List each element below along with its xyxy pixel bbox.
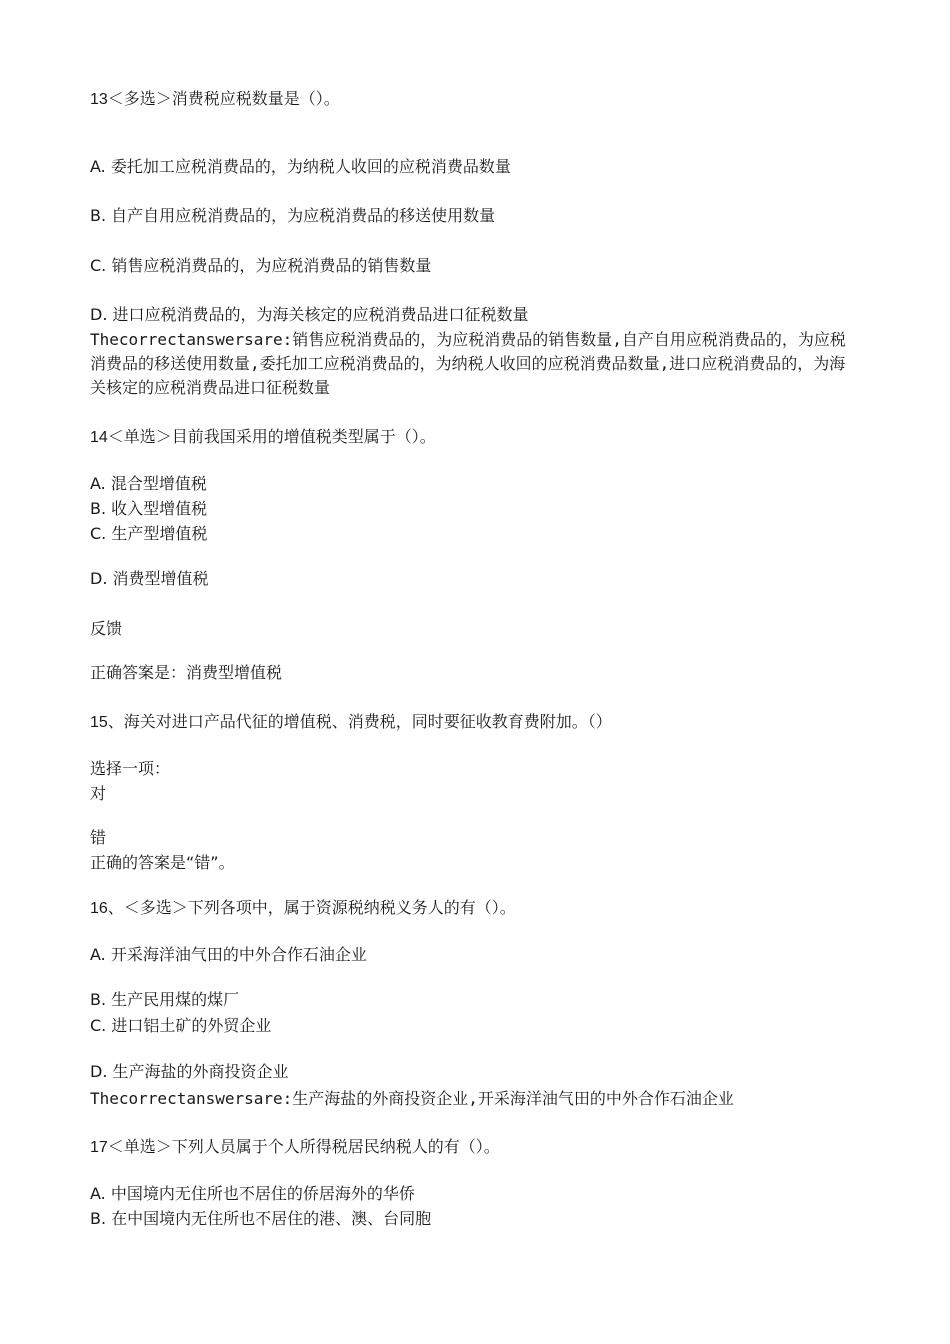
q16-option-c: C. 进口铝土矿的外贸企业 [90, 1016, 272, 1035]
q16-option-a: A. 开采海洋油气田的中外合作石油企业 [90, 945, 367, 964]
q13-title: 13＜多选＞消费税应税数量是（）。 [90, 91, 340, 108]
q14-option-a: A. 混合型增值税 [90, 474, 207, 493]
q15-option-false[interactable]: 错 [90, 828, 107, 847]
q14-answer: 正确答案是：消费型增值税 [90, 663, 283, 682]
q14-feedback-label: 反馈 [90, 619, 123, 638]
q16-title: 16、＜多选＞下列各项中，属于资源税纳税义务人的有（）。 [90, 900, 516, 917]
q17-title: 17＜单选＞下列人员属于个人所得税居民纳税人的有（）。 [90, 1139, 500, 1156]
q13-option-c: C. 销售应税消费品的，为应税消费品的销售数量 [90, 256, 432, 275]
q14-title: 14＜单选＞目前我国采用的增值税类型属于（）。 [90, 429, 436, 446]
q13-answer: Thecorrectanswersare:销售应税消费品的，为应税消费品的销售数量,自产自用应税消费品的，为应税消费品的移送使用数量,委托加工应税消费品的，为纳税人收回的应税消费品数量,进口应税消费品的，为海关核定的应税消费品进口征税数量 [90, 330, 846, 397]
q15-answer: 正确的答案是“错”。 [90, 853, 235, 872]
q15-prompt: 选择一项： [90, 759, 171, 778]
q17-option-b: B. 在中国境内无住所也不居住的港、澳、台同胞 [90, 1209, 432, 1228]
q16-option-b: B. 生产民用煤的煤厂 [90, 990, 240, 1009]
q13-option-d: D. 进口应税消费品的，为海关核定的应税消费品进口征税数量 [90, 305, 529, 324]
q14-option-c: C. 生产型增值税 [90, 524, 208, 543]
q13-option-a: A. 委托加工应税消费品的，为纳税人收回的应税消费品数量 [90, 157, 511, 176]
q14-option-b: B. 收入型增值税 [90, 499, 208, 518]
q14-option-d: D. 消费型增值税 [90, 569, 209, 588]
q16-answer: Thecorrectanswersare:生产海盐的外商投资企业,开采海洋油气田的中外合作石油企业 [90, 1089, 734, 1108]
q15-title: 15、海关对进口产品代征的增值税、消费税，同时要征收教育费附加。（） [90, 714, 612, 731]
q16-option-d: D. 生产海盐的外商投资企业 [90, 1062, 289, 1081]
q15-option-true[interactable]: 对 [90, 784, 107, 803]
q17-option-a: A. 中国境内无住所也不居住的侨居海外的华侨 [90, 1184, 415, 1203]
q13-option-b: B. 自产自用应税消费品的，为应税消费品的移送使用数量 [90, 206, 496, 225]
